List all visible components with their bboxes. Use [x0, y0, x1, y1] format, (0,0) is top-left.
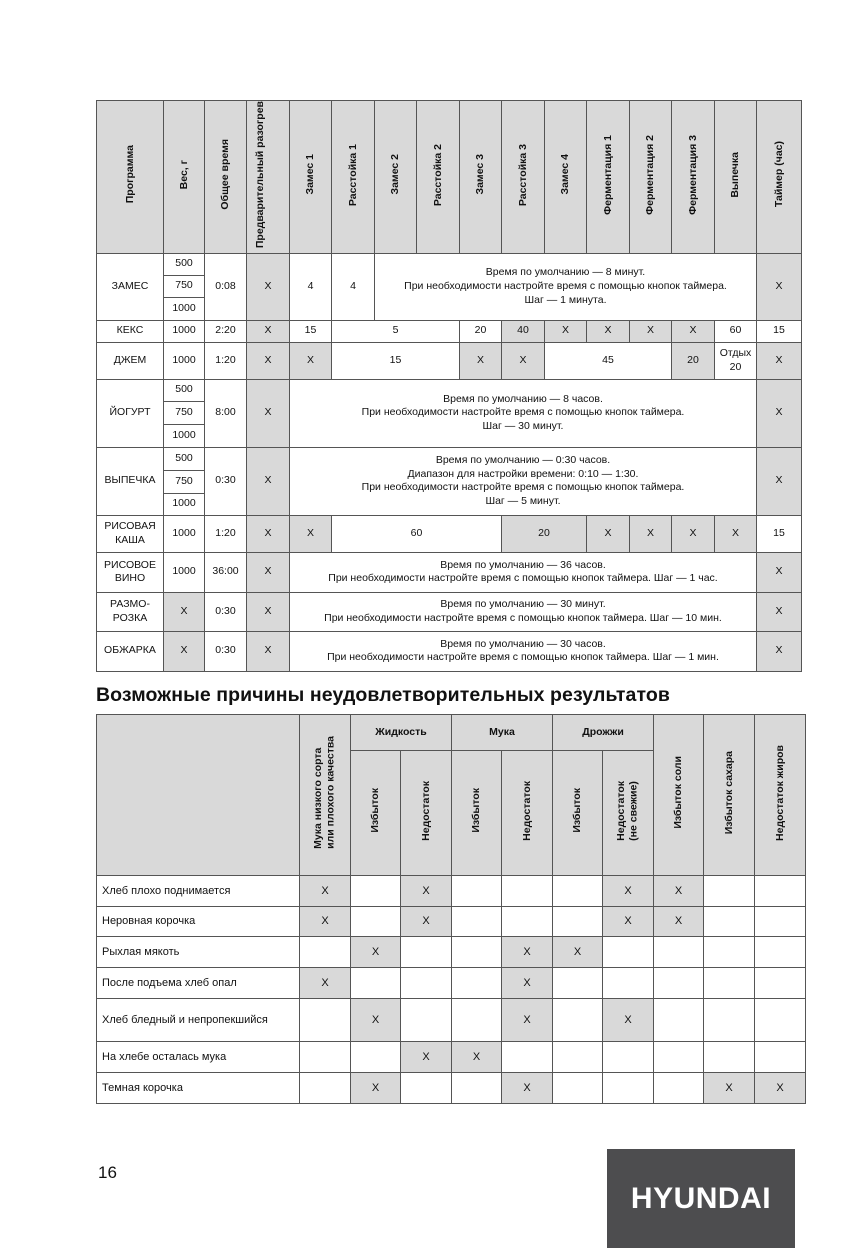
cause-cell — [502, 1042, 553, 1073]
header-ferment-2: Ферментация 2 — [644, 134, 657, 215]
program-row-roast — [97, 631, 802, 671]
cause-cell — [502, 907, 553, 937]
preheat-cell: X — [247, 379, 290, 447]
bake-cell: X — [715, 515, 757, 552]
program-name: ЗАМЕС — [97, 253, 164, 320]
cause-cell — [553, 1042, 603, 1073]
cause-cell — [452, 1073, 502, 1104]
weight-cell: 750 — [164, 275, 205, 297]
program-row-wine — [97, 552, 802, 592]
cause-cell — [401, 937, 452, 968]
cause-cell — [755, 1042, 806, 1073]
header-rise-1: Расстойка 1 — [346, 143, 359, 206]
program-row-yogurt — [97, 379, 802, 401]
cause-label: На хлебе осталась мука — [97, 1042, 300, 1073]
knead-1-cell: X — [290, 342, 332, 379]
cause-cell: X — [452, 1042, 502, 1073]
cause-cell: X — [502, 1073, 553, 1104]
cause-cell — [704, 999, 755, 1042]
cause-cell — [704, 1042, 755, 1073]
cause-cell — [351, 968, 401, 999]
cause-cell — [654, 937, 704, 968]
cause-cell — [401, 968, 452, 999]
program-row-baking — [97, 447, 802, 470]
weight-cell: X — [164, 631, 205, 671]
timer-cell: X — [757, 342, 802, 379]
cause-cell — [755, 876, 806, 907]
header-bake: Выпечка — [729, 151, 742, 198]
total-time-cell: 36:00 — [205, 552, 247, 592]
cause-cell: X — [401, 907, 452, 937]
cause-cell — [755, 907, 806, 937]
cause-row — [97, 937, 806, 968]
header-yeast-lack: Недостаток (не свежие) — [615, 780, 641, 841]
causes-heading: Возможные причины неудовлетворительных результатов — [96, 684, 670, 706]
cause-row — [97, 1042, 806, 1073]
preheat-cell: X — [247, 342, 290, 379]
cause-cell — [452, 937, 502, 968]
header-program: Программа — [123, 145, 136, 204]
cause-row — [97, 876, 806, 907]
ferment-1-cell: X — [587, 320, 630, 342]
cause-cell — [351, 1042, 401, 1073]
timer-cell: 15 — [757, 320, 802, 342]
weight-cell: 1000 — [164, 424, 205, 447]
program-name: РАЗМО- РОЗКА — [97, 592, 164, 631]
cause-cell: X — [654, 907, 704, 937]
cause-cell — [553, 907, 603, 937]
ferment-2-cell: X — [630, 515, 672, 552]
cause-row — [97, 1073, 806, 1104]
cause-cell — [755, 937, 806, 968]
weight-cell: 1000 — [164, 297, 205, 320]
cause-cell: X — [654, 876, 704, 907]
header-liquid-lack: Недостаток — [419, 780, 432, 841]
cause-cell — [603, 968, 654, 999]
weight-cell: 1000 — [164, 493, 205, 515]
cause-label: Хлеб плохо поднимается — [97, 876, 300, 907]
header-sugar-excess: Избыток сахара — [722, 751, 735, 835]
cause-cell: X — [603, 999, 654, 1042]
rise-3-cell: X — [502, 342, 545, 379]
cause-label: Хлеб бледный и непропекшийся — [97, 999, 300, 1042]
weight-cell: 750 — [164, 470, 205, 493]
cause-cell — [603, 1042, 654, 1073]
brand-logo-text: HYUNDAI — [630, 1181, 772, 1215]
knead-4-cell: X — [545, 320, 587, 342]
program-note: Время по умолчанию — 8 часов. При необходимости настройте время с помощью кнопок таймера. Шаг — 30 минут. — [290, 379, 757, 447]
cause-cell — [603, 937, 654, 968]
weight-cell: 750 — [164, 401, 205, 424]
weight-cell: 1000 — [164, 552, 205, 592]
program-name: ЙОГУРТ — [97, 379, 164, 447]
program-note: Время по умолчанию — 30 минут. При необходимости настройте время с помощью кнопок таймера. Шаг — 10 мин. — [290, 592, 757, 631]
program-row-keks — [97, 320, 802, 342]
total-time-cell: 0:30 — [205, 447, 247, 515]
cause-cell: X — [401, 876, 452, 907]
knead-1-cell: 15 — [290, 320, 332, 342]
cause-cell — [755, 968, 806, 999]
timer-cell: X — [757, 592, 802, 631]
timer-cell: X — [757, 253, 802, 320]
header-knead-2: Замес 2 — [389, 154, 402, 195]
total-time-cell: 8:00 — [205, 379, 247, 447]
rise-3-cell: 20 — [502, 515, 587, 552]
cause-cell — [553, 876, 603, 907]
cause-cell — [452, 968, 502, 999]
cause-cell — [553, 999, 603, 1042]
cause-label: После подъема хлеб опал — [97, 968, 300, 999]
header-knead-3: Замес 3 — [474, 154, 487, 195]
cause-row — [97, 999, 806, 1042]
knead-1-cell: X — [290, 515, 332, 552]
cause-cell — [351, 876, 401, 907]
cause-cell: X — [401, 1042, 452, 1073]
preheat-cell: X — [247, 320, 290, 342]
program-name: РИСОВАЯ КАША — [97, 515, 164, 552]
header-total-time: Общее время — [219, 139, 232, 210]
timer-cell: X — [757, 552, 802, 592]
cause-cell — [654, 999, 704, 1042]
bake-cell: Отдых 20 — [715, 342, 757, 379]
cause-cell: X — [603, 907, 654, 937]
cause-cell: X — [502, 937, 553, 968]
header-preheat: Предварительный разогрев — [254, 101, 266, 249]
program-row-rice — [97, 515, 802, 552]
cause-cell: X — [755, 1073, 806, 1104]
cause-label: Неровная корочка — [97, 907, 300, 937]
header-rise-2: Расстойка 2 — [431, 143, 444, 206]
preheat-cell: X — [247, 515, 290, 552]
total-time-cell: 1:20 — [205, 515, 247, 552]
weight-cell: 500 — [164, 379, 205, 401]
header-group-yeast: Дрожжи — [553, 715, 654, 751]
brand-logo — [607, 1149, 795, 1248]
weight-cell: 1000 — [164, 515, 205, 552]
ferment-3-cell: X — [672, 515, 715, 552]
cause-cell — [654, 1073, 704, 1104]
cause-cell: X — [603, 876, 654, 907]
ferment-cell: 45 — [545, 342, 672, 379]
ferment-3-cell: 20 — [672, 342, 715, 379]
ferment-3-cell: X — [672, 320, 715, 342]
cause-cell — [755, 999, 806, 1042]
header-flour-lack: Недостаток — [520, 780, 533, 841]
weight-cell: 1000 — [164, 342, 205, 379]
knead-3-cell: X — [460, 342, 502, 379]
cause-cell: X — [704, 1073, 755, 1104]
timer-cell: X — [757, 379, 802, 447]
cause-cell — [300, 999, 351, 1042]
header-flour-excess: Избыток — [470, 788, 483, 833]
weight-cell: 1000 — [164, 320, 205, 342]
header-liquid-excess: Избыток — [369, 788, 382, 833]
cause-cell — [401, 999, 452, 1042]
ferment-2-cell: X — [630, 320, 672, 342]
cause-cell — [401, 1073, 452, 1104]
preheat-cell: X — [247, 253, 290, 320]
preheat-cell: X — [247, 447, 290, 515]
header-timer: Таймер (час) — [772, 141, 785, 208]
cause-cell — [704, 907, 755, 937]
header-yeast-excess: Избыток — [571, 788, 584, 833]
knead-3-cell: 20 — [460, 320, 502, 342]
cause-cell: X — [502, 999, 553, 1042]
cause-cell: X — [351, 999, 401, 1042]
cause-cell — [452, 876, 502, 907]
cause-label: Рыхлая мякоть — [97, 937, 300, 968]
rise-cell: 15 — [332, 342, 460, 379]
cause-cell: X — [553, 937, 603, 968]
programs-header-row — [97, 101, 802, 254]
causes-table — [96, 714, 806, 1104]
program-name: КЕКС — [97, 320, 164, 342]
preheat-cell: X — [247, 592, 290, 631]
program-note: Время по умолчанию — 30 часов. При необходимости настройте время с помощью кнопок таймера. Шаг — 1 мин. — [290, 631, 757, 671]
cause-cell — [654, 968, 704, 999]
program-row-jam — [97, 342, 802, 379]
weight-cell: 500 — [164, 447, 205, 470]
cause-row — [97, 968, 806, 999]
program-name: ДЖЕМ — [97, 342, 164, 379]
ferment-1-cell: X — [587, 515, 630, 552]
cause-cell — [704, 937, 755, 968]
weight-cell: X — [164, 592, 205, 631]
cause-cell: X — [351, 1073, 401, 1104]
bake-cell: 60 — [715, 320, 757, 342]
knead-1-cell: 4 — [290, 253, 332, 320]
program-name: ОБЖАРКА — [97, 631, 164, 671]
cause-row — [97, 907, 806, 937]
weight-cell: 500 — [164, 253, 205, 275]
header-fat-lack: Недостаток жиров — [773, 744, 786, 841]
timer-cell: X — [757, 447, 802, 515]
preheat-cell: X — [247, 631, 290, 671]
cause-cell: X — [300, 968, 351, 999]
rise-cell: 60 — [332, 515, 502, 552]
cause-cell — [654, 1042, 704, 1073]
cause-cell — [452, 999, 502, 1042]
header-knead-1: Замес 1 — [304, 154, 317, 195]
header-rise-3: Расстойка 3 — [516, 143, 529, 206]
header-ferment-1: Ферментация 1 — [601, 134, 614, 215]
header-knead-4: Замес 4 — [559, 154, 572, 195]
cause-cell — [704, 968, 755, 999]
header-salt-excess: Избыток соли — [672, 756, 685, 830]
cause-cell — [553, 1073, 603, 1104]
program-row-zames — [97, 253, 802, 275]
total-time-cell: 0:30 — [205, 631, 247, 671]
cause-cell — [300, 1073, 351, 1104]
programs-table — [96, 100, 802, 672]
header-flour-quality: Мука низкого сорта или плохого качества — [312, 736, 337, 850]
cause-cell — [300, 1042, 351, 1073]
program-name: ВЫПЕЧКА — [97, 447, 164, 515]
cause-cell — [300, 937, 351, 968]
total-time-cell: 0:30 — [205, 592, 247, 631]
cause-cell: X — [502, 968, 553, 999]
cause-label: Темная корочка — [97, 1073, 300, 1104]
total-time-cell: 1:20 — [205, 342, 247, 379]
cause-cell — [603, 1073, 654, 1104]
program-note: Время по умолчанию — 0:30 часов. Диапазон для настройки времени: 0:10 — 1:30. При необходимости настройте время с помощью кнопок таймера. Шаг — 5 минут. — [290, 447, 757, 515]
timer-cell: X — [757, 631, 802, 671]
page-number: 16 — [98, 1163, 117, 1182]
total-time-cell: 2:20 — [205, 320, 247, 342]
cause-cell: X — [300, 876, 351, 907]
rise-1-cell: 4 — [332, 253, 375, 320]
header-weight: Вес, г — [177, 159, 190, 190]
program-name: РИСОВОЕ ВИНО — [97, 552, 164, 592]
timer-cell: 15 — [757, 515, 802, 552]
program-note: Время по умолчанию — 36 часов. При необходимости настройте время с помощью кнопок таймера. Шаг — 1 час. — [290, 552, 757, 592]
program-note: Время по умолчанию — 8 минут. При необходимости настройте время с помощью кнопок таймера. Шаг — 1 минута. — [375, 253, 757, 320]
rise-3-cell: 40 — [502, 320, 545, 342]
header-ferment-3: Ферментация 3 — [686, 134, 699, 215]
cause-cell — [351, 907, 401, 937]
cause-cell — [704, 876, 755, 907]
cause-cell: X — [351, 937, 401, 968]
rise-cell: 5 — [332, 320, 460, 342]
header-group-flour: Мука — [452, 715, 553, 751]
cause-cell: X — [300, 907, 351, 937]
causes-corner-cell — [97, 715, 300, 876]
header-group-liquid: Жидкость — [351, 715, 452, 751]
causes-header-row — [97, 715, 806, 751]
cause-cell — [553, 968, 603, 999]
program-row-defrost — [97, 592, 802, 631]
cause-cell — [452, 907, 502, 937]
preheat-cell: X — [247, 552, 290, 592]
cause-cell — [502, 876, 553, 907]
total-time-cell: 0:08 — [205, 253, 247, 320]
